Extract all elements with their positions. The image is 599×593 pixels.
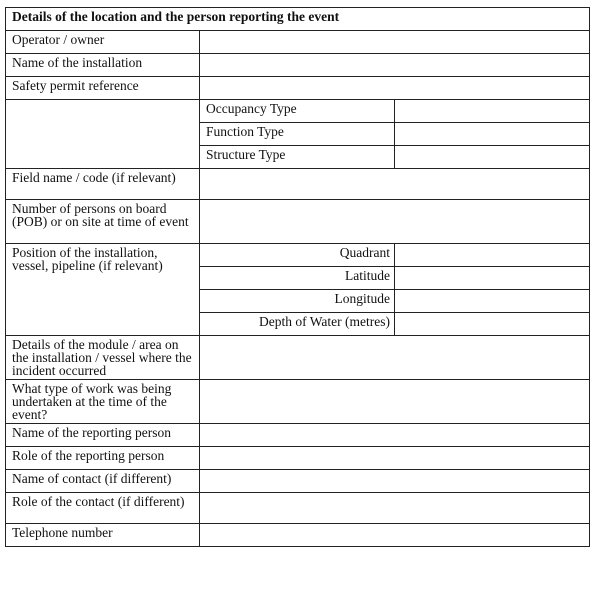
table-row: [6, 524, 590, 547]
operator-label: Operator / owner: [6, 31, 200, 54]
depth-of-water-label: Depth of Water (metres): [200, 313, 395, 336]
contact-role-label: Role of the contact (if different): [6, 493, 200, 524]
longitude-field[interactable]: [395, 290, 590, 313]
table-row: [6, 470, 590, 493]
field-name-label: Field name / code (if relevant): [6, 169, 200, 200]
table-row: [6, 493, 590, 524]
persons-on-board-field[interactable]: [200, 200, 590, 244]
persons-on-board-label: Number of persons on board (POB) or on site at time of event: [6, 200, 200, 244]
depth-of-water-field[interactable]: [395, 313, 590, 336]
latitude-label: Latitude: [200, 267, 395, 290]
operator-field[interactable]: [200, 31, 590, 54]
reporting-person-role-field[interactable]: [200, 447, 590, 470]
table-row: [6, 200, 590, 244]
quadrant-field[interactable]: [395, 244, 590, 267]
latitude-field[interactable]: [395, 267, 590, 290]
safety-permit-field[interactable]: [200, 77, 590, 100]
table-row: [6, 54, 590, 77]
safety-permit-label: Safety permit reference: [6, 77, 200, 100]
reporting-person-name-label: Name of the reporting person: [6, 424, 200, 447]
structure-type-label: Structure Type: [200, 146, 395, 169]
structure-type-field[interactable]: [395, 146, 590, 169]
table-row: [6, 31, 590, 54]
table-row: [6, 8, 590, 31]
section-header: Details of the location and the person reporting the event: [6, 8, 590, 31]
installation-name-label: Name of the installation: [6, 54, 200, 77]
occupancy-type-label: Occupancy Type: [200, 100, 395, 123]
event-report-form: [5, 7, 590, 547]
reporting-person-role-label: Role of the reporting person: [6, 447, 200, 470]
module-area-field[interactable]: [200, 336, 590, 380]
longitude-label: Longitude: [200, 290, 395, 313]
function-type-label: Function Type: [200, 123, 395, 146]
contact-name-label: Name of contact (if different): [6, 470, 200, 493]
table-row: [6, 244, 590, 267]
reporting-person-name-field[interactable]: [200, 424, 590, 447]
table-row: [6, 77, 590, 100]
location-details-table: [5, 7, 590, 547]
table-row: [6, 447, 590, 470]
table-row: [6, 424, 590, 447]
table-row: [6, 336, 590, 380]
function-type-field[interactable]: [395, 123, 590, 146]
table-row: [6, 100, 590, 123]
field-name-field[interactable]: [200, 169, 590, 200]
telephone-field[interactable]: [200, 524, 590, 547]
occupancy-type-field[interactable]: [395, 100, 590, 123]
type-blank-cell: [6, 100, 200, 169]
position-label: Position of the installation, vessel, pipeline (if relevant): [6, 244, 200, 336]
contact-role-field[interactable]: [200, 493, 590, 524]
telephone-label: Telephone number: [6, 524, 200, 547]
installation-name-field[interactable]: [200, 54, 590, 77]
work-type-field[interactable]: [200, 380, 590, 424]
contact-name-field[interactable]: [200, 470, 590, 493]
table-row: [6, 169, 590, 200]
work-type-label: What type of work was being undertaken at the time of the event?: [6, 380, 200, 424]
table-row: [6, 380, 590, 424]
quadrant-label: Quadrant: [200, 244, 395, 267]
module-area-label: Details of the module / area on the installation / vessel where the incident occurred: [6, 336, 200, 380]
